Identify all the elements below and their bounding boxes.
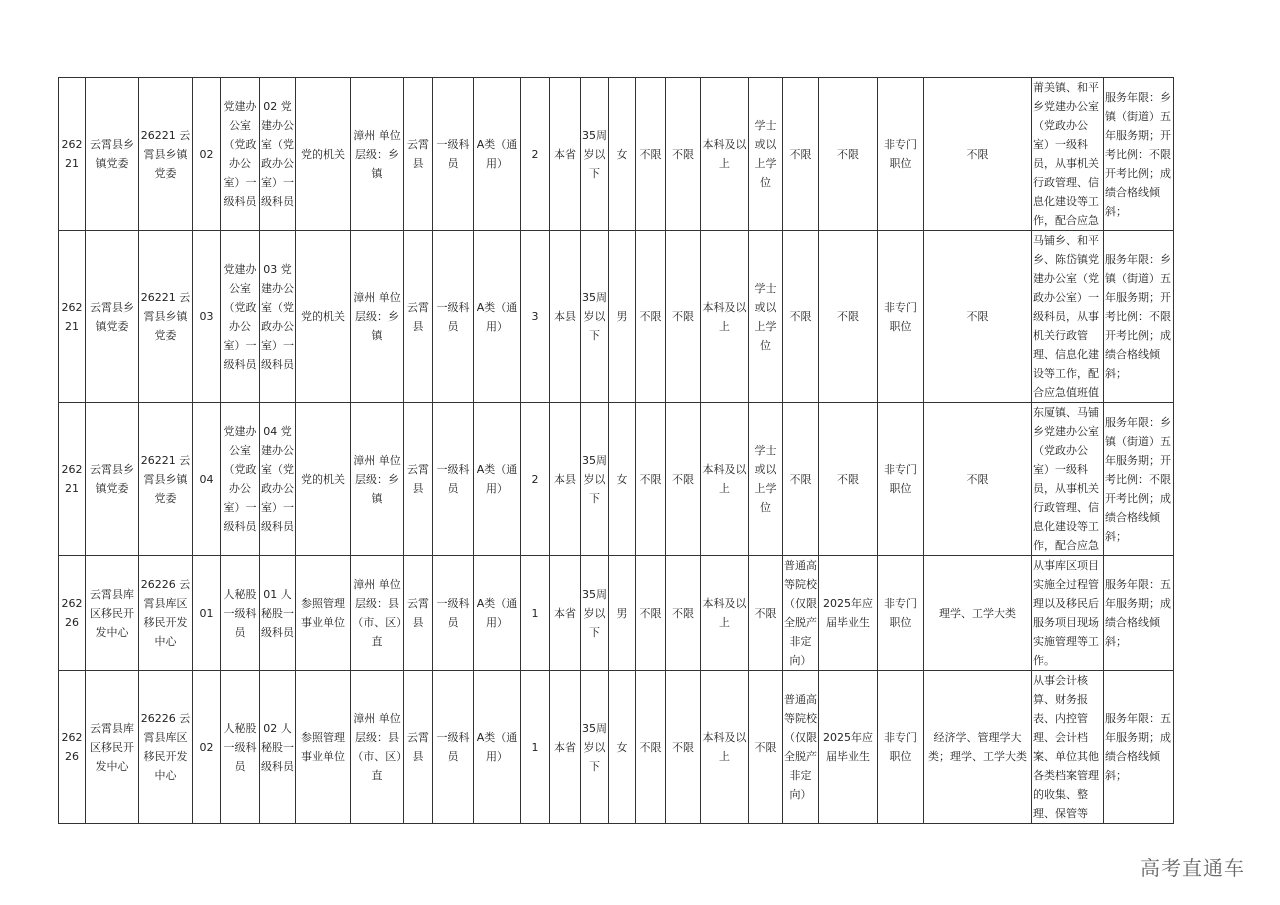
cell-experience: 不限: [666, 78, 701, 231]
cell-post-number: 01: [193, 556, 221, 671]
cell-post-type: 非专门职位: [878, 671, 924, 824]
table-row: [59, 78, 1174, 231]
cell-age-limit: 35周岁以下: [581, 556, 609, 671]
cell-degree: 不限: [749, 556, 783, 671]
cell-degree: 学士或以上学位: [749, 78, 783, 231]
cell-position-code: 26226: [59, 556, 86, 671]
cell-applicant-type: 2025年应届毕业生: [819, 671, 878, 824]
cell-unit-type: 参照管理事业单位: [296, 671, 351, 824]
cell-applicant-type: 2025年应届毕业生: [819, 556, 878, 671]
cell-position-code: 26226: [59, 671, 86, 824]
cell-post-number: 04: [193, 403, 221, 556]
cell-experience: 不限: [666, 671, 701, 824]
cell-rank: 一级科员: [433, 231, 474, 403]
cell-age-limit: 35周岁以下: [581, 231, 609, 403]
cell-household: 本县: [550, 231, 581, 403]
cell-position-code: 26221: [59, 231, 86, 403]
cell-region: 云霄县: [404, 78, 433, 231]
cell-exam-category: A类（通用）: [474, 231, 521, 403]
cell-household: 本省: [550, 556, 581, 671]
cell-post-description: 莆美镇、和平乡党建办公室（党政办公室）一级科员，从事机关行政管理、信息化建设等工作，配合应急: [1032, 78, 1104, 231]
cell-position-code: 26221: [59, 403, 86, 556]
cell-unit-code-name: 26226 云霄县库区移民开发中心: [139, 671, 193, 824]
cell-unit-code-name: 26221 云霄县乡镇党委: [139, 231, 193, 403]
cell-political-status: 不限: [636, 556, 666, 671]
cell-post-type: 非专门职位: [878, 556, 924, 671]
cell-region: 云霄县: [404, 556, 433, 671]
job-listing-table: [58, 77, 1174, 824]
table-row: [59, 556, 1174, 671]
cell-post-name: 人秘股一级科员: [221, 671, 260, 824]
cell-post-description: 从事库区项目实施全过程管理以及移民后服务项目现场实施管理等工作。: [1032, 556, 1104, 671]
cell-applicant-type: 不限: [819, 403, 878, 556]
cell-political-status: 不限: [636, 403, 666, 556]
cell-unit-level: 漳州 单位层级：县（市、区）直: [351, 556, 404, 671]
watermark-text: 高考直通车: [1140, 856, 1245, 880]
cell-headcount: 2: [521, 78, 550, 231]
cell-unit-code-name: 26226 云霄县库区移民开发中心: [139, 556, 193, 671]
cell-region: 云霄县: [404, 671, 433, 824]
cell-education: 本科及以上: [701, 556, 749, 671]
cell-political-status: 不限: [636, 671, 666, 824]
cell-exam-category: A类（通用）: [474, 556, 521, 671]
cell-major: 经济学、管理学大类；理学、工学大类: [924, 671, 1032, 824]
cell-post-name: 党建办公室（党政办公室）一级科员: [221, 78, 260, 231]
table-row: [59, 231, 1174, 403]
cell-remarks: 服务年限：五年服务期；成绩合格线倾斜；: [1104, 556, 1174, 671]
cell-post-name: 党建办公室（党政办公室）一级科员: [221, 403, 260, 556]
cell-unit-name: 云霄县乡镇党委: [86, 231, 139, 403]
cell-household: 本县: [550, 403, 581, 556]
cell-school-type: 不限: [783, 78, 819, 231]
cell-degree: 学士或以上学位: [749, 403, 783, 556]
cell-gender: 女: [609, 671, 636, 824]
cell-household: 本省: [550, 671, 581, 824]
cell-unit-level: 漳州 单位层级：乡镇: [351, 403, 404, 556]
cell-unit-type: 参照管理事业单位: [296, 556, 351, 671]
cell-post-code-name: 03 党建办公室（党政办公室）一级科员: [260, 231, 296, 403]
cell-post-name: 人秘股一级科员: [221, 556, 260, 671]
cell-post-type: 非专门职位: [878, 403, 924, 556]
cell-degree: 学士或以上学位: [749, 231, 783, 403]
cell-unit-code-name: 26221 云霄县乡镇党委: [139, 78, 193, 231]
cell-experience: 不限: [666, 231, 701, 403]
cell-unit-type: 党的机关: [296, 403, 351, 556]
cell-education: 本科及以上: [701, 403, 749, 556]
cell-unit-type: 党的机关: [296, 78, 351, 231]
cell-gender: 男: [609, 556, 636, 671]
cell-unit-code-name: 26221 云霄县乡镇党委: [139, 403, 193, 556]
cell-remarks: 服务年限：乡镇（街道）五年服务期；开考比例：不限开考比例；成绩合格线倾斜；: [1104, 403, 1174, 556]
cell-education: 本科及以上: [701, 78, 749, 231]
cell-post-number: 03: [193, 231, 221, 403]
cell-political-status: 不限: [636, 78, 666, 231]
cell-education: 本科及以上: [701, 671, 749, 824]
cell-remarks: 服务年限：五年服务期；成绩合格线倾斜；: [1104, 671, 1174, 824]
cell-post-description: 从事会计核算、财务报表、内控管理、会计档案、单位其他各类档案管理的收集、整理、保管等: [1032, 671, 1104, 824]
cell-post-number: 02: [193, 78, 221, 231]
cell-remarks: 服务年限：乡镇（街道）五年服务期；开考比例：不限开考比例；成绩合格线倾斜；: [1104, 231, 1174, 403]
cell-post-code-name: 04 党建办公室（党政办公室）一级科员: [260, 403, 296, 556]
cell-exam-category: A类（通用）: [474, 403, 521, 556]
cell-experience: 不限: [666, 556, 701, 671]
cell-rank: 一级科员: [433, 671, 474, 824]
cell-school-type: 不限: [783, 231, 819, 403]
cell-headcount: 1: [521, 671, 550, 824]
cell-school-type: 普通高等院校（仅限全脱产非定向）: [783, 556, 819, 671]
cell-major: 不限: [924, 403, 1032, 556]
cell-post-type: 非专门职位: [878, 231, 924, 403]
cell-post-code-name: 02 人秘股一级科员: [260, 671, 296, 824]
cell-headcount: 1: [521, 556, 550, 671]
table-row: [59, 403, 1174, 556]
cell-unit-level: 漳州 单位层级：县（市、区）直: [351, 671, 404, 824]
cell-headcount: 2: [521, 403, 550, 556]
cell-gender: 男: [609, 231, 636, 403]
cell-post-description: 马铺乡、和平乡、陈岱镇党建办公室（党政办公室）一级科员，从事机关行政管理、信息化建设等工作，配合应急值班值: [1032, 231, 1104, 403]
cell-unit-level: 漳州 单位层级：乡镇: [351, 231, 404, 403]
cell-gender: 女: [609, 403, 636, 556]
cell-age-limit: 35周岁以下: [581, 671, 609, 824]
cell-unit-name: 云霄县乡镇党委: [86, 403, 139, 556]
cell-unit-name: 云霄县库区移民开发中心: [86, 671, 139, 824]
cell-post-type: 非专门职位: [878, 78, 924, 231]
cell-education: 本科及以上: [701, 231, 749, 403]
cell-position-code: 26221: [59, 78, 86, 231]
cell-remarks: 服务年限：乡镇（街道）五年服务期；开考比例：不限开考比例；成绩合格线倾斜；: [1104, 78, 1174, 231]
cell-post-name: 党建办公室（党政办公室）一级科员: [221, 231, 260, 403]
cell-unit-name: 云霄县库区移民开发中心: [86, 556, 139, 671]
cell-political-status: 不限: [636, 231, 666, 403]
cell-major: 不限: [924, 231, 1032, 403]
cell-applicant-type: 不限: [819, 231, 878, 403]
cell-age-limit: 35周岁以下: [581, 403, 609, 556]
cell-gender: 女: [609, 78, 636, 231]
cell-region: 云霄县: [404, 231, 433, 403]
table-row: [59, 671, 1174, 824]
cell-degree: 不限: [749, 671, 783, 824]
cell-school-type: 普通高等院校（仅限全脱产非定向）: [783, 671, 819, 824]
cell-applicant-type: 不限: [819, 78, 878, 231]
cell-rank: 一级科员: [433, 403, 474, 556]
cell-post-code-name: 02 党建办公室（党政办公室）一级科员: [260, 78, 296, 231]
cell-major: 不限: [924, 78, 1032, 231]
cell-region: 云霄县: [404, 403, 433, 556]
cell-household: 本省: [550, 78, 581, 231]
cell-exam-category: A类（通用）: [474, 671, 521, 824]
cell-experience: 不限: [666, 403, 701, 556]
cell-unit-name: 云霄县乡镇党委: [86, 78, 139, 231]
cell-headcount: 3: [521, 231, 550, 403]
cell-exam-category: A类（通用）: [474, 78, 521, 231]
cell-post-code-name: 01 人秘股一级科员: [260, 556, 296, 671]
cell-school-type: 不限: [783, 403, 819, 556]
cell-major: 理学、工学大类: [924, 556, 1032, 671]
cell-unit-type: 党的机关: [296, 231, 351, 403]
cell-post-number: 02: [193, 671, 221, 824]
cell-age-limit: 35周岁以下: [581, 78, 609, 231]
cell-unit-level: 漳州 单位层级：乡镇: [351, 78, 404, 231]
cell-rank: 一级科员: [433, 556, 474, 671]
cell-post-description: 东厦镇、马铺乡党建办公室（党政办公室）一级科员，从事机关行政管理、信息化建设等工作，配合应急: [1032, 403, 1104, 556]
cell-rank: 一级科员: [433, 78, 474, 231]
